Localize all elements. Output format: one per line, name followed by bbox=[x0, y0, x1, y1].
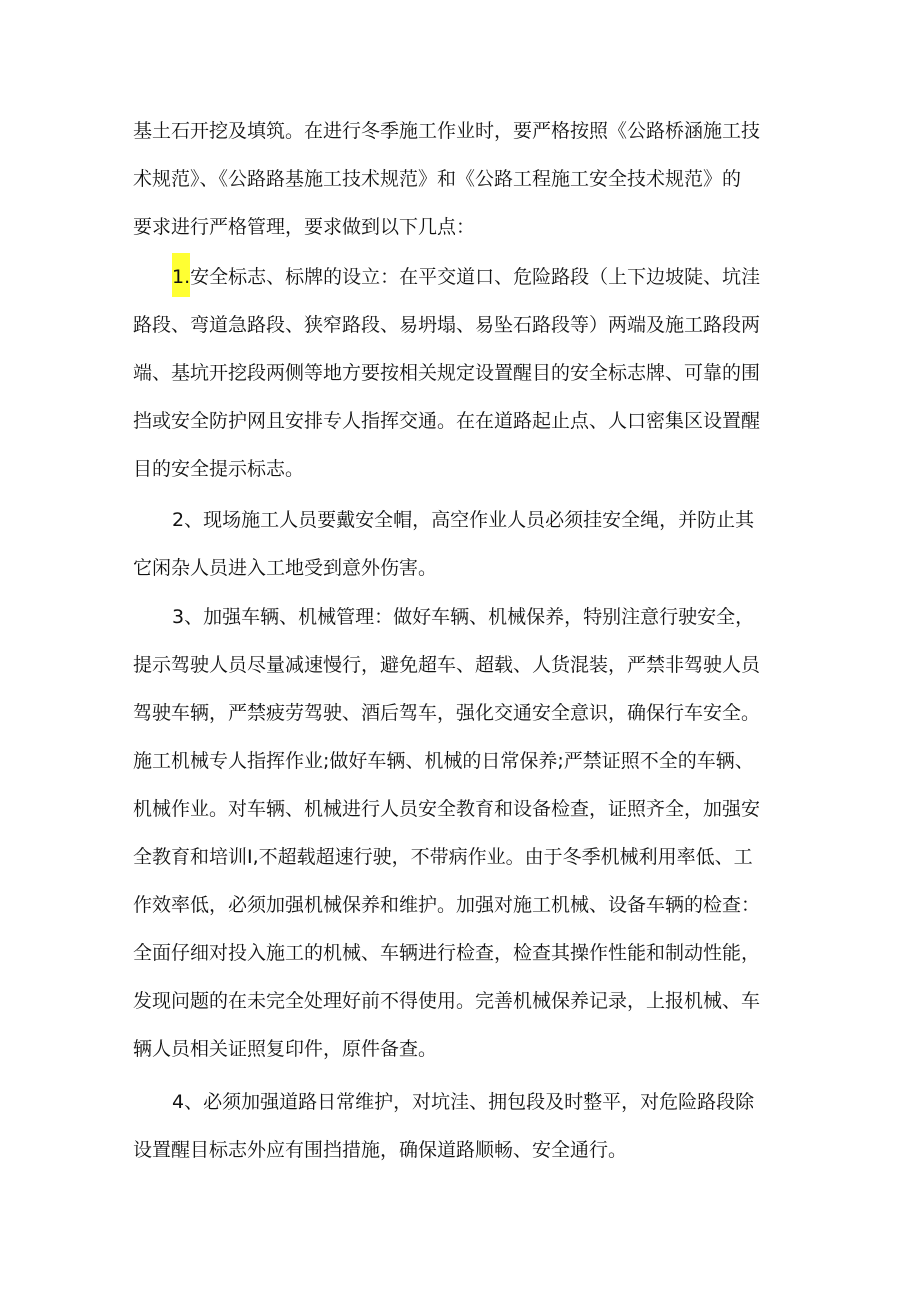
text-line: 发现问题的在未完全处理好前不得使用。完善机械保养记录，上报机械、车 bbox=[133, 990, 761, 1012]
text-line: 辆人员相关证照复印件，原件备查。 bbox=[133, 1038, 438, 1060]
paragraph-item-4 bbox=[133, 1078, 798, 1174]
text-line: 4、必须加强道路日常维护，对坑洼、拥包段及时整平，对危险路段除 bbox=[172, 1091, 755, 1113]
text-line: 全面仔细对投入施工的机械、车辆进行检查，检查其操作性能和制动性能， bbox=[133, 942, 761, 964]
text-line: 要求进行严格管理，要求做到以下几点： bbox=[133, 216, 476, 238]
paragraph-intro bbox=[133, 107, 798, 251]
text-line: 路段、弯道急路段、狭窄路段、易坍塌、易坠石路段等）两端及施工路段两 bbox=[133, 314, 761, 336]
text-line: 2、现场施工人员要戴安全帽，高空作业人员必须挂安全绳，并防止其 bbox=[172, 509, 755, 531]
paragraph-item-1 bbox=[133, 253, 798, 493]
paragraph-item-2 bbox=[133, 496, 798, 592]
text-line: 它闲杂人员进入工地受到意外伤害。 bbox=[133, 557, 438, 579]
text-line: 挡或安全防护网且安排专人指挥交通。在在道路起止点、人口密集区设置醒 bbox=[133, 410, 761, 432]
text-line: 目的安全提示标志。 bbox=[133, 458, 305, 480]
text-line: 基土石开挖及填筑。在进行冬季施工作业时，要严格按照《公路桥涵施工技 bbox=[133, 120, 761, 142]
text-line: 施工机械专人指挥作业;做好车辆、机械的日常保养;严禁证照不全的车辆、 bbox=[133, 750, 754, 772]
text-line-content: 安全标志、标牌的设立：在平交道口、危险路段（上下边坡陡、坑洼 bbox=[190, 266, 761, 288]
highlighted-item-number: 1. bbox=[172, 253, 190, 297]
text-line: 驾驶车辆，严禁疲劳驾驶、酒后驾车，强化交通安全意识，确保行车安全。 bbox=[133, 702, 761, 724]
text-line: 设置醒目标志外应有围挡措施，确保道路顺畅、安全通行。 bbox=[133, 1139, 628, 1161]
text-line: 作效率低，必须加强机械保养和维护。加强对施工机械、设备车辆的检查： bbox=[133, 894, 761, 916]
text-line: 提示驾驶人员尽量减速慢行，避免超车、超载、人货混装，严禁非驾驶人员 bbox=[133, 654, 761, 676]
text-line bbox=[133, 253, 798, 301]
text-line: 机械作业。对车辆、机械进行人员安全教育和设备检查，证照齐全，加强安 bbox=[133, 798, 761, 820]
text-line: 全教育和培训I,不超载超速行驶，不带病作业。由于冬季机械利用率低、工 bbox=[133, 846, 753, 868]
paragraph-item-3 bbox=[133, 593, 798, 1073]
text-line: 端、基坑开挖段两侧等地方要按相关规定设置醒目的安全标志牌、可靠的围 bbox=[133, 362, 761, 384]
text-line: 3、加强车辆、机械管理：做好车辆、机械保养，特别注意行驶安全， bbox=[172, 606, 755, 628]
text-line: 术规范》、《公路路基施工技术规范》和《公路工程施工安全技术规范》的 bbox=[133, 168, 742, 190]
